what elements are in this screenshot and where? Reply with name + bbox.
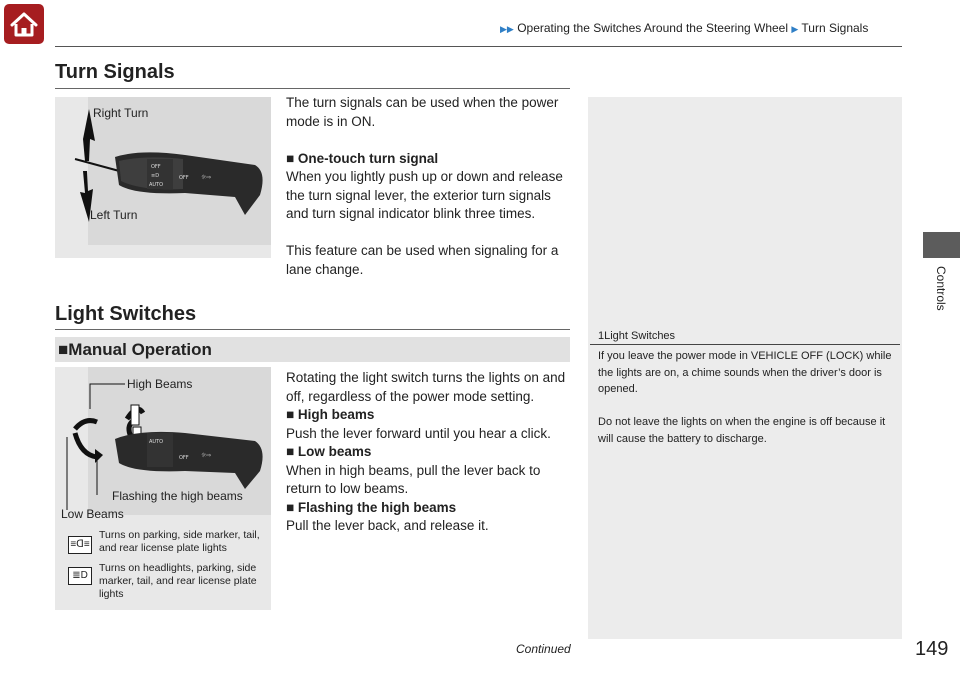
svg-text:AUTO: AUTO <box>149 439 164 445</box>
breadcrumb <box>500 21 868 35</box>
turn-signal-lever-illustration <box>55 97 271 258</box>
page-number: 149 <box>915 638 949 660</box>
svg-text:OFF: OFF <box>179 455 189 461</box>
breadcrumb-arrow-icon: ▶▶ <box>500 24 514 34</box>
parking-light-icon: ≡ᗡ≡ <box>68 536 92 554</box>
label-high-beams: High Beams <box>127 377 193 391</box>
subsection-title: ■Manual Operation <box>58 340 212 359</box>
square-bullet-icon: ■ <box>58 340 69 359</box>
section-title-turn-signals: Turn Signals <box>55 61 175 83</box>
label-low-beams: Low Beams <box>61 507 124 521</box>
subheading: ■ Flashing the high beams <box>286 499 457 515</box>
section-rule <box>55 329 570 330</box>
caption-parking-lights: Turns on parking, side marker, tail, and rear license plate lights <box>99 529 260 554</box>
square-bullet-icon: ■ <box>286 499 298 515</box>
continued-label: Continued <box>516 642 571 656</box>
section-title-light-switches: Light Switches <box>55 303 197 325</box>
headlight-icon: ≣D <box>68 567 92 585</box>
svg-text:☼⇨: ☼⇨ <box>201 174 212 181</box>
side-tab-marker <box>923 232 960 258</box>
subheading: ■ One-touch turn signal <box>286 150 439 166</box>
note-rule <box>590 344 900 345</box>
home-icon <box>4 4 44 44</box>
home-button[interactable] <box>4 4 44 44</box>
label-right-turn: Right Turn <box>93 106 149 120</box>
turn-signals-text <box>286 94 571 279</box>
note-ref-icon: 1 <box>598 330 605 342</box>
side-tab-label[interactable]: Controls <box>934 266 948 311</box>
paragraph: Pull the lever back, and release it. <box>286 518 489 533</box>
label-flashing-high-beams: Flashing the high beams <box>112 489 243 503</box>
header-rule <box>55 46 902 47</box>
svg-text:☼⇨: ☼⇨ <box>201 452 212 459</box>
note-paragraph: If you leave the power mode in VEHICLE OFF (LOCK) while the lights are on, a chime sounds when the driver’s door is opened. <box>598 350 892 395</box>
svg-text:OFF: OFF <box>151 164 161 170</box>
subheading: ■ Low beams <box>286 444 372 459</box>
paragraph: This feature can be used when signaling for a lane change. <box>286 243 559 277</box>
note-text <box>598 348 893 447</box>
caption-headlights: Turns on headlights, parking, side marker, tail, and rear license plate lights <box>99 562 257 600</box>
section-rule <box>55 88 570 89</box>
label-left-turn: Left Turn <box>90 208 138 222</box>
paragraph: When in high beams, pull the lever back to return to low beams. <box>286 462 541 496</box>
square-bullet-icon: ■ <box>286 150 298 166</box>
square-bullet-icon: ■ <box>286 444 298 459</box>
paragraph: Push the lever forward until you hear a click. <box>286 425 551 441</box>
light-switches-text <box>286 369 571 536</box>
breadcrumb-item[interactable]: Operating the Switches Around the Steering Wheel <box>517 21 789 35</box>
paragraph: The turn signals can be used when the power mode is in ON. <box>286 95 559 129</box>
svg-text:OFF: OFF <box>179 175 189 181</box>
breadcrumb-item[interactable]: Turn Signals <box>801 21 869 35</box>
svg-text:AUTO: AUTO <box>149 182 164 188</box>
paragraph: Rotating the light switch turns the lights on and off, regardless of the power mode setting. <box>286 370 566 404</box>
paragraph: When you lightly push up or down and release the turn signal lever, the exterior turn signals and turn signal indicator blink three times. <box>286 169 563 221</box>
square-bullet-icon: ■ <box>286 407 298 422</box>
note-title[interactable]: 1Light Switches <box>598 330 676 342</box>
svg-text:≡D: ≡D <box>151 173 160 179</box>
note-paragraph: Do not leave the lights on when the engine is off because it will cause the battery to discharge. <box>598 416 886 445</box>
breadcrumb-arrow-icon: ▶ <box>791 24 799 34</box>
subheading: ■ High beams <box>286 407 375 422</box>
